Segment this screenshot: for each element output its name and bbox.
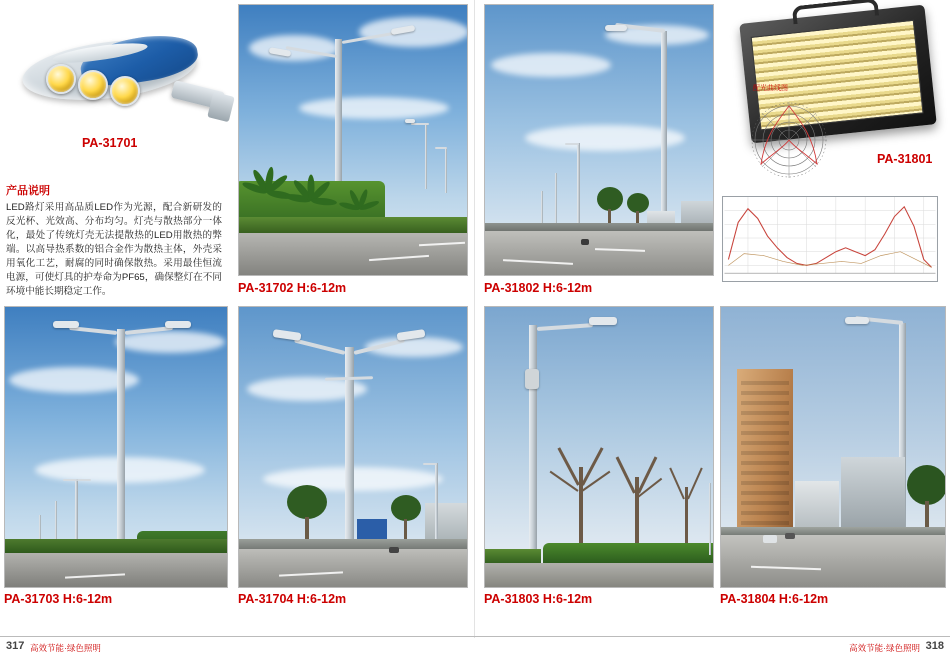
footer-slogan-right: 高效节能·绿色照明: [849, 643, 920, 653]
vehicle: [763, 535, 777, 543]
polar-plot-svg: [741, 94, 837, 186]
road-kerb: [721, 527, 946, 535]
vehicle: [389, 547, 399, 553]
road-surface: [239, 233, 467, 275]
led-street-lamp-head-illustration: [22, 24, 212, 110]
page-gutter: [474, 0, 475, 638]
page-footer: [0, 636, 950, 662]
polar-diagram-title: 配光曲线图: [753, 85, 788, 92]
cloud: [491, 53, 611, 77]
caption-pa31803: PA-31803 H:6-12m: [484, 592, 593, 606]
line-chart-svg: [723, 197, 937, 281]
product-photo-pa31804: [720, 306, 946, 588]
building-windows: [741, 381, 789, 541]
product-photo-pa31704: [238, 306, 468, 588]
road-surface: [721, 535, 945, 587]
road-surface: [239, 549, 467, 587]
pole-signal-box: [525, 369, 539, 389]
caption-pa31701: PA-31701: [82, 136, 138, 150]
footer-divider: [0, 636, 950, 637]
caption-pa31703: PA-31703 H:6-12m: [4, 592, 113, 606]
caption-pa31804: PA-31804 H:6-12m: [720, 592, 829, 606]
road-kerb: [485, 223, 714, 231]
vehicle: [785, 533, 795, 539]
distant-lamp-head: [405, 119, 415, 123]
roadside-grass: [239, 217, 468, 233]
roadside-grass: [485, 549, 541, 563]
road-surface: [485, 231, 713, 275]
main-lamp-head-right: [165, 321, 191, 328]
footer-slogan-left: 高效节能·绿色照明: [30, 643, 101, 653]
caption-pa31704: PA-31704 H:6-12m: [238, 592, 347, 606]
road-kerb: [239, 539, 468, 549]
product-photo-pa31702: [238, 4, 468, 276]
led-module-icon: [110, 76, 140, 106]
product-photo-pa31703: [4, 306, 228, 588]
main-lamp-head: [589, 317, 617, 325]
main-lamp-pole: [529, 325, 537, 575]
main-lamp-head-left: [53, 321, 79, 328]
distant-lamp-arm: [423, 463, 437, 465]
distant-lamp-arm: [411, 123, 429, 125]
page-number-left: 317: [6, 640, 25, 652]
roadside-building: [841, 457, 905, 527]
caption-pa31801: PA-31801: [877, 152, 933, 166]
caption-pa31802: PA-31802 H:6-12m: [484, 281, 593, 295]
main-lamp-head: [605, 25, 627, 31]
distant-lamp-arm: [63, 479, 77, 481]
led-module-icon: [46, 64, 76, 94]
lamp-arm-joint: [207, 92, 235, 123]
distant-lamp-pole: [709, 483, 711, 555]
product-photo-pa31803: [484, 306, 714, 588]
distant-lamp-pole: [445, 147, 447, 193]
illuminance-line-chart: [722, 196, 938, 282]
led-module-icon: [78, 70, 108, 100]
product-photo-pa31802: [484, 4, 714, 276]
distant-lamp-arm: [565, 143, 579, 145]
main-lamp-head: [845, 317, 869, 324]
distant-lamp-pole: [425, 123, 427, 189]
vehicle: [581, 239, 589, 245]
description-title: 产品说明: [6, 185, 50, 197]
cloud: [359, 17, 468, 47]
distant-lamp-arm: [77, 479, 91, 481]
road-surface: [485, 563, 713, 587]
product-photo-pa31701: [0, 0, 232, 160]
roadside-grass: [5, 539, 228, 553]
description-body: LED路灯采用高品质LED作为光源，配合新研发的反光杯、光效高、分布均匀。灯壳与散热部分一体化，最处了传统灯壳无法提散热的LED用散热的弊端。以高导热系数的铝合金作为散热主体，外壳采用氧化工艺，耐腐的同时确保散热。采用最佳恒流电源，可使灯具的护寿命为PF65，确保整灯在不同环境中能长期稳定工作。: [6, 202, 222, 297]
distant-lamp-arm: [435, 147, 447, 149]
road-surface: [5, 553, 227, 587]
photometric-polar-diagram: [735, 86, 845, 190]
cloud: [299, 97, 449, 119]
page-number-right: 318: [925, 640, 944, 652]
caption-pa31702: PA-31702 H:6-12m: [238, 281, 347, 295]
polar-plot-area: [741, 94, 837, 186]
